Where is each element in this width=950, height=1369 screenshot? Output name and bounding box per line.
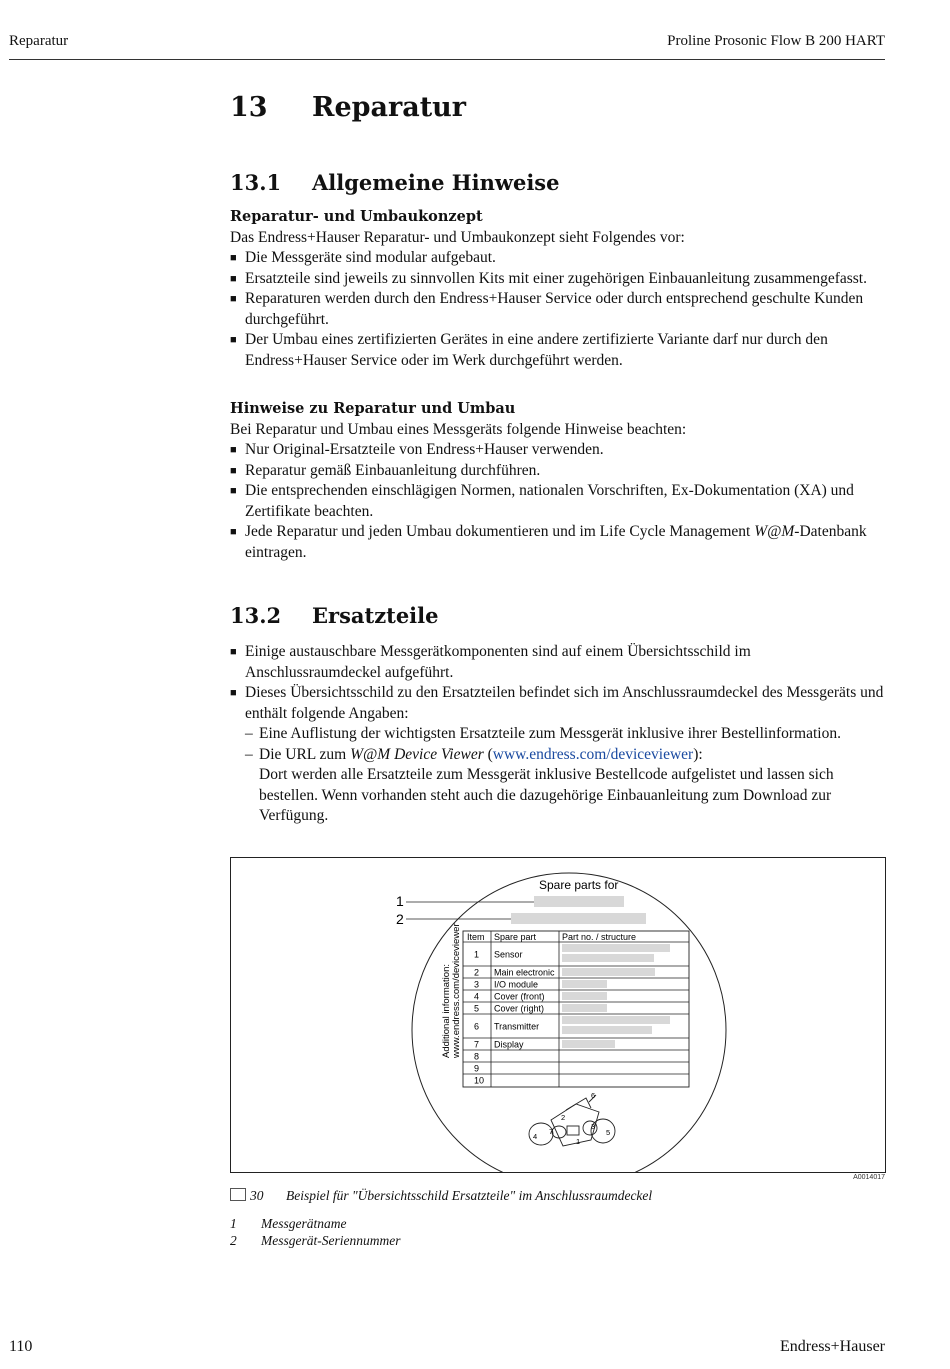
footer-brand: Endress+Hauser	[780, 1338, 885, 1355]
table-cell-item: 5	[474, 1003, 480, 1014]
list-item: ■ Der Umbau eines zertifizierten Gerätes in eine andere zertifizierte Variante darf nur durch den Endress+Hauser Service oder im Werk durchgeführt werden.	[230, 330, 886, 371]
drawing-label: 1	[576, 1137, 581, 1146]
side-text-group	[441, 923, 462, 1059]
bullet-list	[230, 248, 886, 371]
wam-term: W@M	[754, 523, 795, 540]
table-cell-item: 10	[474, 1075, 485, 1086]
section-heading-13-2	[230, 603, 439, 628]
device-name-placeholder	[534, 896, 624, 907]
list-item	[230, 522, 886, 563]
table-cell-item: 2	[474, 967, 480, 978]
section-heading-13-1	[230, 170, 559, 195]
table-header-spare: Spare part	[494, 932, 537, 942]
repair-concept-block	[230, 207, 886, 371]
paragraph: Das Endress+Hauser Reparatur- und Umbaukonzept sieht Folgendes vor:	[230, 228, 685, 246]
table-cell-spare-part: I/O module	[494, 979, 539, 990]
side-text-info: Additional information:	[441, 964, 452, 1058]
drawing-label: 6	[591, 1091, 596, 1100]
part-number-placeholder	[562, 944, 670, 952]
figure-caption	[230, 1188, 652, 1204]
header-divider	[9, 59, 885, 60]
callout-2: 2	[396, 911, 404, 927]
paren-open: (	[483, 745, 493, 763]
legend-item	[230, 1216, 346, 1232]
dash-list	[230, 724, 886, 827]
list-item: ■ Ersatzteile sind jeweils zu sinnvollen Kits mit einer zugehörigen Einbauanleitung zusammengefasst.	[230, 269, 886, 290]
part-number-placeholder	[562, 992, 607, 1000]
caption-text: Beispiel für "Übersichtsschild Ersatzteile" im Anschlussraumdeckel	[286, 1188, 653, 1203]
serial-number-placeholder	[511, 913, 646, 924]
table-rows	[463, 944, 689, 1086]
table-cell-item: 6	[474, 1021, 480, 1032]
table-cell-spare-part: Cover (right)	[494, 1003, 545, 1014]
chapter-heading	[230, 92, 466, 123]
list-item: ■ Die entsprechenden einschlägigen Normen, nationalen Vorschriften, Ex-Dokumentation (XA) und Zertifikate beachten.	[230, 481, 886, 522]
dash-item-text: Die URL zum	[259, 745, 351, 763]
part-number-placeholder	[562, 1026, 652, 1034]
drawing-label: 7	[549, 1127, 554, 1136]
table-cell-spare-part: Cover (front)	[494, 991, 545, 1002]
part-number-placeholder	[562, 1040, 615, 1048]
table-cell-spare-part: Display	[494, 1039, 524, 1050]
callout-1: 1	[396, 893, 404, 909]
list-item: ■ Nur Original-Ersatzteile von Endress+Hauser verwenden.	[230, 440, 886, 461]
subheading-repair-concept: Reparatur- und Umbaukonzept	[230, 208, 483, 225]
table-cell-item: 1	[474, 949, 480, 960]
legend-number: 2	[230, 1233, 237, 1248]
spare-parts-label-figure	[230, 857, 886, 1173]
chapter-title: Reparatur	[312, 92, 467, 123]
chapter-number: 13	[230, 92, 268, 123]
part-number-placeholder	[562, 1004, 607, 1012]
table-cell-item: 3	[474, 979, 480, 990]
table-cell-spare-part: Sensor	[494, 949, 523, 960]
list-item: ■ Einige austauschbare Messgerätkomponenten sind auf einem Übersichtsschild im Anschlussraumdeckel aufgeführt.	[230, 642, 886, 683]
section-number: 13.2	[230, 603, 282, 628]
spare-parts-table	[463, 931, 689, 1087]
running-header-product: Proline Prosonic Flow B 200 HART	[667, 33, 885, 49]
section-title: Ersatzteile	[312, 603, 439, 628]
spare-parts-block	[230, 642, 886, 827]
legend-number: 1	[230, 1216, 237, 1231]
running-header-section: Reparatur	[9, 33, 69, 49]
device-viewer-term: W@M Device Viewer	[350, 745, 484, 763]
table-cell-spare-part: Main electronic	[494, 967, 555, 978]
label-title: Spare parts for	[539, 878, 619, 892]
figure-code: A0014017	[853, 1174, 885, 1181]
legend-text: Messgerät-Seriennummer	[261, 1233, 401, 1248]
subheading-repair-notes: Hinweise zu Reparatur und Umbau	[230, 400, 516, 417]
section-number: 13.1	[230, 170, 282, 195]
part-number-placeholder	[562, 954, 654, 962]
drawing-label: 5	[606, 1128, 611, 1137]
side-text-url: www.endress.com/deviceviewer	[451, 923, 462, 1058]
repair-notes-block	[230, 399, 886, 563]
exploded-device-drawing	[529, 1095, 615, 1146]
list-item	[230, 683, 886, 724]
cover-part	[552, 1126, 566, 1138]
table-cell-item: 9	[474, 1063, 480, 1074]
table-cell-spare-part: Transmitter	[494, 1021, 540, 1032]
section-title: Allgemeine Hinweise	[312, 170, 560, 195]
paren-close: ):	[693, 745, 703, 763]
spare-parts-label-drawing	[231, 858, 885, 1172]
bullet-list	[230, 440, 886, 563]
drawing-label: 3	[591, 1122, 596, 1131]
part-number-placeholder	[562, 968, 655, 976]
bullet-list	[230, 642, 886, 724]
drawing-label: 2	[561, 1113, 566, 1122]
table-cell-item: 4	[474, 991, 480, 1002]
figure-icon	[230, 1188, 246, 1201]
dash-item: – Eine Auflistung der wichtigsten Ersatzteile zum Messgerät inklusive ihrer Bestellinformation.	[230, 724, 886, 745]
part-number-placeholder	[562, 980, 607, 988]
caption-number: 30	[250, 1188, 264, 1203]
table-header-part: Part no. / structure	[562, 932, 637, 942]
device-viewer-link[interactable]: www.endress.com/deviceviewer	[492, 745, 694, 763]
module-part	[567, 1126, 579, 1135]
dash-item	[230, 745, 886, 827]
page-number: 110	[9, 1338, 33, 1355]
drawing-label: 4	[533, 1132, 538, 1141]
list-item-text: Dieses Übersichtsschild zu den Ersatzteilen befindet sich im Anschlussraumdeckel des Messgeräts und enthält folgende Angaben:	[245, 684, 884, 722]
list-item: ■ Die Messgeräte sind modular aufgebaut.	[230, 248, 886, 269]
table-cell-item: 7	[474, 1039, 480, 1050]
list-item-text: Jede Reparatur und jeden Umbau dokumentieren und im Life Cycle Management	[245, 523, 755, 540]
table-cell-item: 8	[474, 1051, 480, 1062]
list-item: ■ Reparaturen werden durch den Endress+Hauser Service oder durch entsprechend geschulte Kunden durchgeführt.	[230, 289, 886, 330]
table-header-item: Item	[467, 932, 485, 942]
legend-item	[230, 1233, 400, 1249]
list-item: ■ Reparatur gemäß Einbauanleitung durchführen.	[230, 461, 886, 482]
paragraph: Bei Reparatur und Umbau eines Messgeräts folgende Hinweise beachten:	[230, 420, 687, 438]
dash-item-continuation: Dort werden alle Ersatzteile zum Messgerät inklusive Bestellcode aufgelistet und lassen sich bestellen. Wenn vorhanden steht auch die dazugehörige Einbauanleitung zum Download zur Verfügung.	[259, 766, 834, 824]
legend-text: Messgerätname	[261, 1216, 347, 1231]
list-item-tail: -Datenbank eintragen.	[245, 523, 867, 561]
part-number-placeholder	[562, 1016, 670, 1024]
